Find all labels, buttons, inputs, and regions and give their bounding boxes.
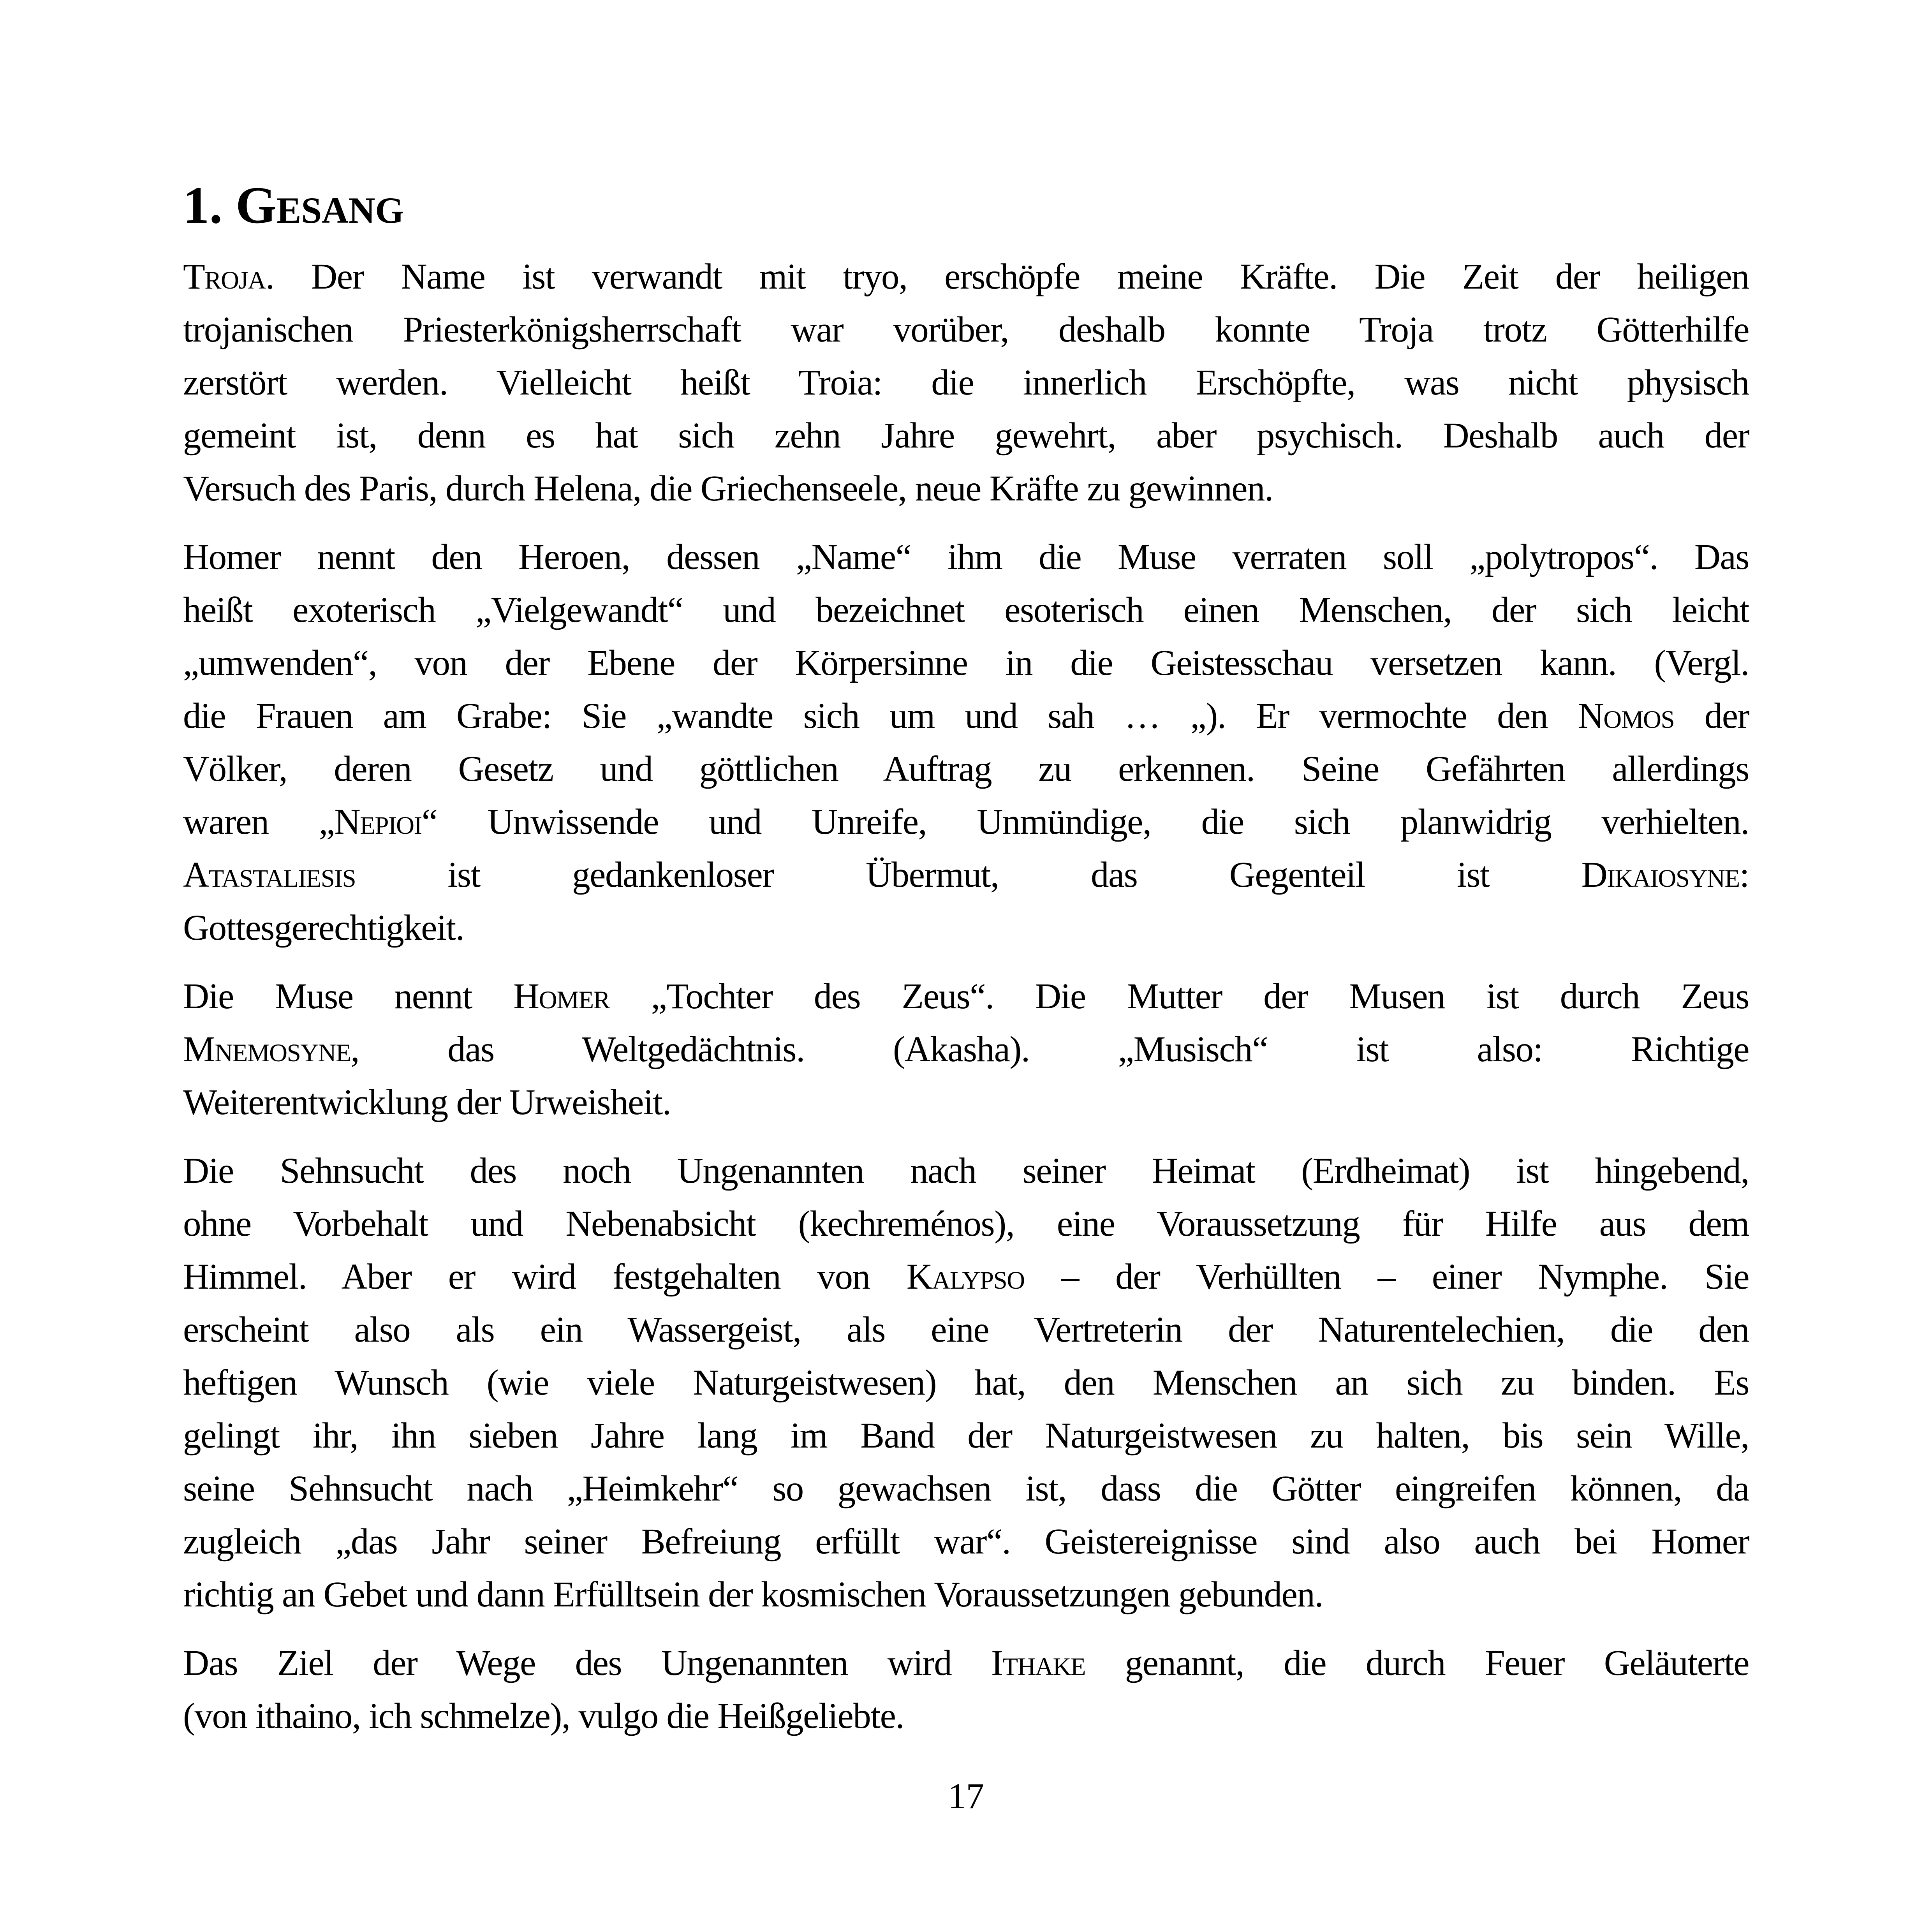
text-line — [183, 1076, 1749, 1129]
small-caps-term: Mnemosyne — [183, 1029, 351, 1070]
text-run: (von ithaino, ich schmelze), vulgo die Heißgeliebte. — [183, 1696, 904, 1737]
text-line — [183, 1356, 1749, 1409]
text-line — [183, 1515, 1749, 1568]
text-run: zerstört werden. Vielleicht heißt Troia: die innerlich Erschöpfte, was nicht physisch — [183, 363, 1749, 403]
text-run: heftigen Wunsch (wie viele Naturgeistwesen) hat, den Menschen an sich zu binden. Es — [183, 1363, 1749, 1403]
text-run: gemeint ist, denn es hat sich zehn Jahre gewehrt, aber psychisch. Deshalb auch der — [183, 416, 1749, 456]
small-caps-term: Gesang — [236, 176, 404, 234]
text-line — [183, 849, 1749, 902]
text-run: ist gedankenloser Übermut, das Gegenteil ist — [356, 855, 1582, 895]
text-line — [183, 902, 1749, 955]
text-run: waren „ — [183, 802, 335, 842]
text-run: richtig an Gebet und dann Erfülltsein der kosmischen Voraussetzungen gebunden. — [183, 1574, 1323, 1615]
text-line — [183, 1303, 1749, 1356]
paragraph — [183, 250, 1749, 515]
text-line — [183, 743, 1749, 796]
page-number: 17 — [948, 1776, 984, 1817]
paragraph — [183, 1145, 1749, 1621]
paragraph — [183, 970, 1749, 1129]
text-run: Das Ziel der Wege des Ungenannten wird — [183, 1643, 991, 1684]
text-line — [183, 970, 1749, 1023]
text-run: „Tochter des Zeus“. Die Mutter der Musen ist durch Zeus — [609, 976, 1749, 1017]
text-line — [183, 1637, 1749, 1690]
text-run: Die Muse nennt — [183, 976, 514, 1017]
text-run: – der Verhüllten – einer Nymphe. Sie — [1024, 1257, 1749, 1297]
text-run: die Frauen am Grabe: Sie „wandte sich um und sah … „). Er vermochte den — [183, 696, 1578, 736]
small-caps-term: Kalypso — [906, 1257, 1025, 1297]
text-line — [183, 462, 1749, 515]
text-run: erscheint also als ein Wassergeist, als eine Vertreterin der Naturentelechien, die den — [183, 1310, 1749, 1350]
text-run: „umwenden“, von der Ebene der Körpersinne in die Geistesschau versetzen kann. (Vergl. — [183, 643, 1749, 683]
small-caps-term: Atastaliesis — [183, 855, 356, 895]
small-caps-term: Homer — [513, 976, 610, 1017]
text-run: Versuch des Paris, durch Helena, die Griechenseele, neue Kräfte zu gewinnen. — [183, 468, 1273, 509]
text-run: Gottesgerechtigkeit. — [183, 908, 464, 948]
text-line — [183, 531, 1749, 584]
text-line — [183, 637, 1749, 690]
small-caps-term: Dikaiosyne — [1581, 855, 1740, 895]
text-line — [183, 409, 1749, 462]
text-run: der — [1674, 696, 1749, 736]
paragraph — [183, 531, 1749, 955]
text-line — [183, 1568, 1749, 1621]
text-run: : — [1739, 855, 1749, 895]
small-caps-term: Nepioi — [334, 802, 422, 842]
text-run: Die Sehnsucht des noch Ungenannten nach seiner Heimat (Erdheimat) ist hingebend, — [183, 1151, 1749, 1191]
text-line — [183, 1250, 1749, 1303]
text-run: genannt, die durch Feuer Geläuterte — [1085, 1643, 1749, 1684]
text-run: Völker, deren Gesetz und göttlichen Auftrag zu erkennen. Seine Gefährten allerdings — [183, 749, 1749, 789]
text-run: “ Unwissende und Unreife, Unmündige, die sich planwidrig verhielten. — [421, 802, 1749, 842]
small-caps-term: Nomos — [1578, 696, 1675, 736]
text-run: ohne Vorbehalt und Nebenabsicht (kechreménos), eine Voraussetzung für Hilfe aus dem — [183, 1204, 1749, 1244]
text-line — [183, 1690, 1749, 1743]
text-run: trojanischen Priesterkönigsherrschaft war vorüber, deshalb konnte Troja trotz Götterhilfe — [183, 310, 1749, 350]
text-line — [183, 250, 1749, 303]
text-run: . Der Name ist verwandt mit tryo, erschöpfe meine Kräfte. Die Zeit der heiligen — [265, 257, 1749, 297]
paragraphs — [183, 250, 1749, 1743]
text-run: Homer nennt den Heroen, dessen „Name“ ihm die Muse verraten soll „polytropos“. Das — [183, 537, 1749, 578]
small-caps-term: Ithake — [991, 1643, 1086, 1684]
text-run: , das Weltgedächtnis. (Akasha). „Musisch“ ist also: Richtige — [350, 1029, 1749, 1070]
text-line — [183, 1462, 1749, 1515]
text-line — [183, 584, 1749, 637]
text-run: heißt exoterisch „Vielgewandt“ und bezeichnet esoterisch einen Menschen, der sich leicht — [183, 590, 1749, 630]
paragraph — [183, 1637, 1749, 1743]
text-run: Himmel. Aber er wird festgehalten von — [183, 1257, 907, 1297]
small-caps-term: Troja — [183, 257, 266, 297]
text-line — [183, 1409, 1749, 1462]
text-line — [183, 1023, 1749, 1076]
text-line — [183, 303, 1749, 356]
text-run: gelingt ihr, ihn sieben Jahre lang im Band der Naturgeistwesen zu halten, bis sein Wille, — [183, 1416, 1749, 1456]
text-line — [183, 690, 1749, 743]
text-run: zugleich „das Jahr seiner Befreiung erfüllt war“. Geistereignisse sind also auch bei Homer — [183, 1522, 1749, 1562]
text-line — [183, 356, 1749, 409]
text-run: 1. — [183, 176, 236, 234]
text-line — [183, 1145, 1749, 1198]
text-run: Weiterentwicklung der Urweisheit. — [183, 1082, 671, 1123]
text-line — [183, 796, 1749, 849]
text-line — [183, 1198, 1749, 1250]
chapter-heading — [183, 175, 1749, 236]
text-run: seine Sehnsucht nach „Heimkehr“ so gewachsen ist, dass die Götter eingreifen können, da — [183, 1469, 1749, 1509]
